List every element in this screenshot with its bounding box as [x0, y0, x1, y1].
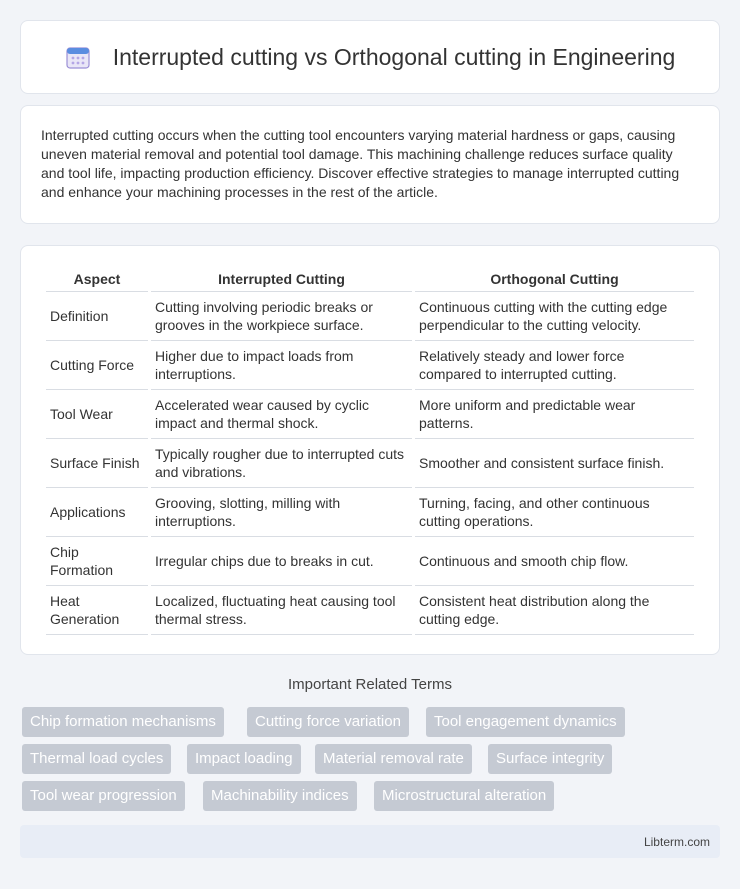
footer-site-link[interactable]: Libterm.com [643, 835, 710, 849]
related-term-tag[interactable]: Impact loading [187, 744, 301, 774]
cell-interrupted: Higher due to impact loads from interruptions. [151, 341, 412, 390]
intro-card [20, 105, 720, 224]
table-row [46, 586, 694, 635]
related-terms-title: Important Related Terms [288, 676, 452, 693]
table-row [46, 488, 694, 537]
table-row [46, 390, 694, 439]
cell-aspect: Surface Finish [46, 439, 148, 488]
cell-interrupted: Accelerated wear caused by cyclic impact and thermal shock. [151, 390, 412, 439]
cell-orthogonal: Smoother and consistent surface finish. [415, 439, 694, 488]
cell-aspect: Heat Generation [46, 586, 148, 635]
comparison-table-card [20, 245, 720, 655]
page-title: Interrupted cutting vs Orthogonal cutting in Engineering [112, 43, 676, 70]
related-term-tag[interactable]: Tool engagement dynamics [426, 707, 625, 737]
comparison-table [43, 266, 697, 635]
header-interrupted: Interrupted Cutting [151, 266, 412, 292]
cell-interrupted: Grooving, slotting, milling with interruptions. [151, 488, 412, 537]
cell-orthogonal: Relatively steady and lower force compared to interrupted cutting. [415, 341, 694, 390]
header-card [20, 20, 720, 94]
intro-text: Interrupted cutting occurs when the cutting tool encounters varying material hardness or gaps, causing uneven material removal and potential tool damage. This machining challenge reduces surface quality and tool life, impacting production efficiency. Discover effective strategies to manage interrupted cutting and enhance your machining processes in the rest of the article. [41, 127, 680, 200]
footer [20, 825, 720, 858]
related-term-tag[interactable]: Thermal load cycles [22, 744, 171, 774]
related-term-tag[interactable]: Surface integrity [488, 744, 612, 774]
related-term-tag[interactable]: Machinability indices [203, 781, 357, 811]
table-header-row [46, 266, 694, 292]
cell-orthogonal: Continuous and smooth chip flow. [415, 537, 694, 586]
table-row [46, 439, 694, 488]
related-term-tag[interactable]: Material removal rate [315, 744, 472, 774]
related-term-tag[interactable]: Cutting force variation [247, 707, 409, 737]
cell-aspect: Definition [46, 292, 148, 341]
cell-orthogonal: Continuous cutting with the cutting edge perpendicular to the cutting velocity. [415, 292, 694, 341]
cell-aspect: Chip Formation [46, 537, 148, 586]
cell-interrupted: Irregular chips due to breaks in cut. [151, 537, 412, 586]
cell-aspect: Cutting Force [46, 341, 148, 390]
cell-orthogonal: More uniform and predictable wear patterns. [415, 390, 694, 439]
cell-aspect: Applications [46, 488, 148, 537]
header-aspect: Aspect [46, 266, 148, 292]
cell-orthogonal: Consistent heat distribution along the cutting edge. [415, 586, 694, 635]
related-term-tag[interactable]: Tool wear progression [22, 781, 185, 811]
table-row [46, 537, 694, 586]
table-row [46, 341, 694, 390]
cell-interrupted: Cutting involving periodic breaks or grooves in the workpiece surface. [151, 292, 412, 341]
related-term-tag[interactable]: Chip formation mechanisms [22, 707, 224, 737]
cell-orthogonal: Turning, facing, and other continuous cutting operations. [415, 488, 694, 537]
table-row [46, 292, 694, 341]
cell-aspect: Tool Wear [46, 390, 148, 439]
header-orthogonal: Orthogonal Cutting [415, 266, 694, 292]
cell-interrupted: Localized, fluctuating heat causing tool thermal stress. [151, 586, 412, 635]
cell-interrupted: Typically rougher due to interrupted cuts and vibrations. [151, 439, 412, 488]
related-term-tag[interactable]: Microstructural alteration [374, 781, 554, 811]
calendar-icon [65, 44, 91, 70]
